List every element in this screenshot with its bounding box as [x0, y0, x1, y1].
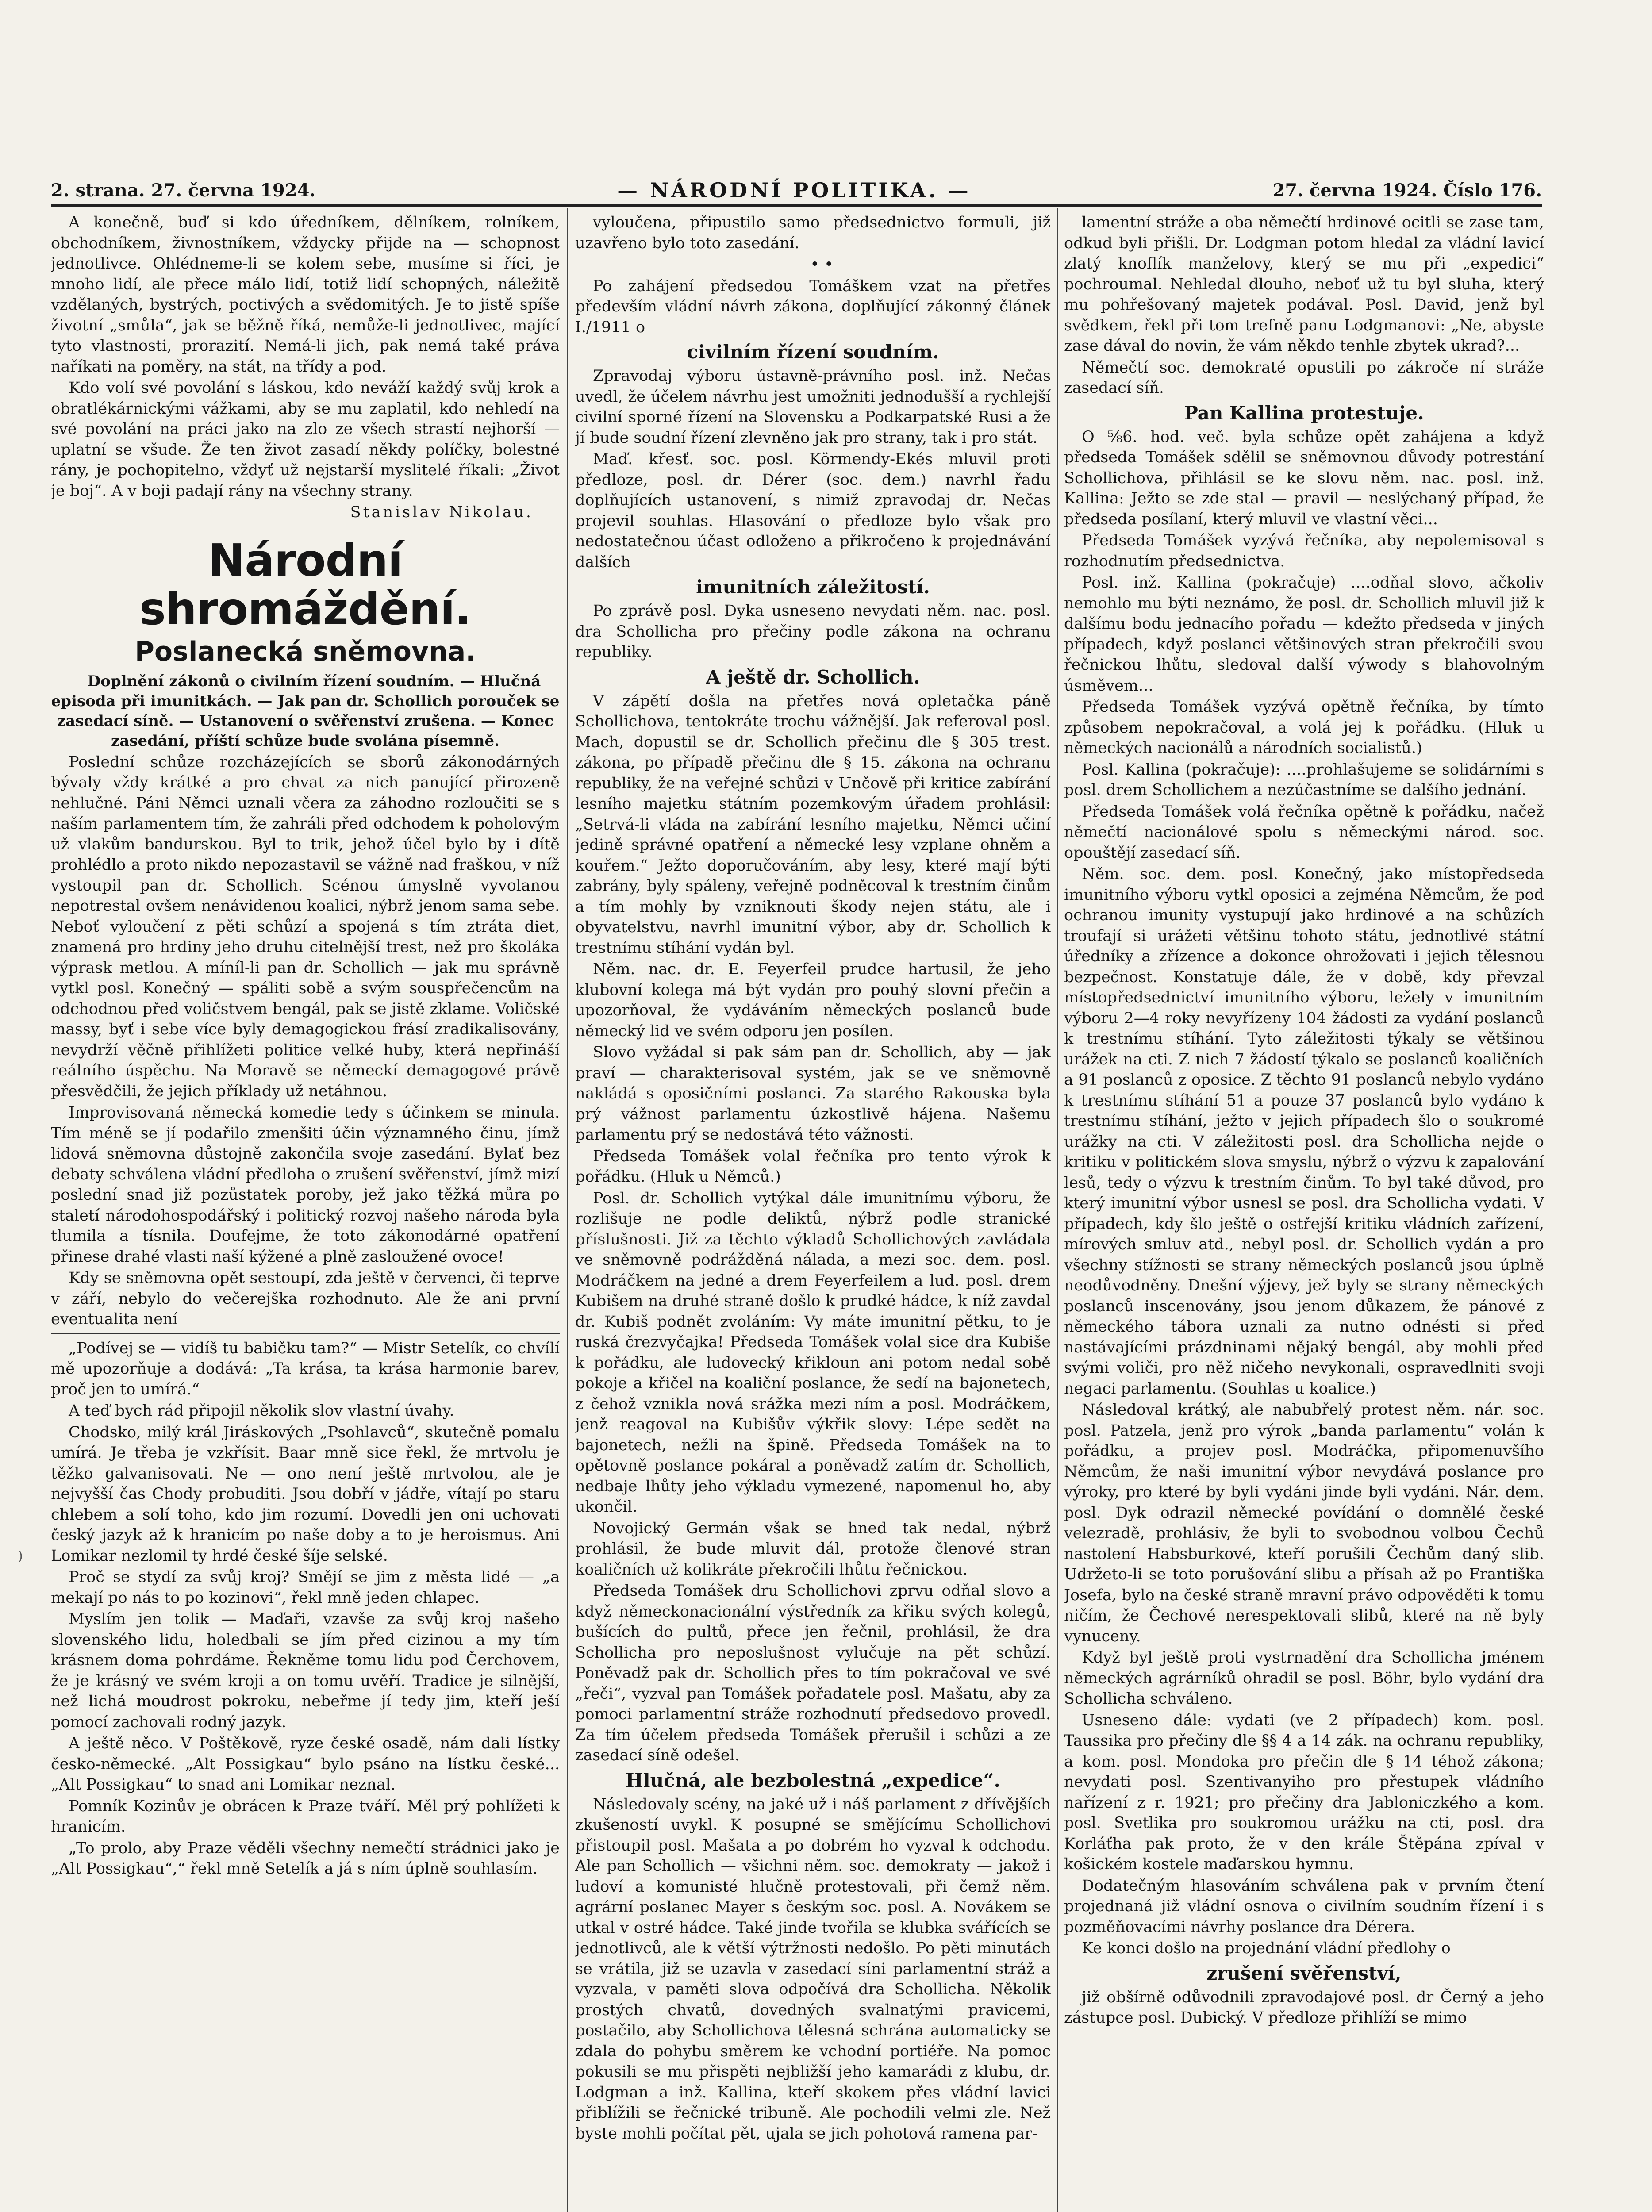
- header-rule: [51, 204, 1542, 207]
- masthead-title: — NÁRODNÍ POLITIKA. —: [617, 178, 971, 202]
- column-divider: [1057, 208, 1058, 2212]
- paragraph: Po zprávě posl. Dyka usneseno nevydati něm. nac. posl. dra Schollicha pro přečiny podle zákona na ochranu republiky.: [575, 602, 1051, 661]
- paragraph: Následovaly scény, na jaké už i náš parlament z dřívějších zkušeností uvykl. K posupné se smějícímu Schollichovi přistoupil posl. Mašata a po dobrém ho vyzval k odchodu. Ale pan Schollich — všichni něm. soc. demokraty — jakož i ludoví a komunisté hlučně protestovali, při čemž něm. agrární poslanec Mayer s českým soc. posl. A. Novákem se utkal v ostré hádce. Také jinde tvořila se klubka svářících se jednotlivců, ale k větší výtržnosti nedošlo. Po pěti minutách se vrátila, již se uzavla v zasedací síni parlamentní stráž a vyzvala, v paměti slova odpočívá dra Schollicha. Několik prostých chvatů, dovedných svalnatými pravicemi, postačilo, aby Schollichova tělesná schrána automaticky se zdala do pohybu směrem ke vchodní portiéře. Na pomoc pokusili se mu přispěti nejbližší jeho kamarádi z klubu, dr. Lodgman a inž. Kallina, kteří skokem přes vládní lavici přiblížili se řečnické tribuně. Ale pochodili velmi zle. Než byste mohli počítat pět, ujala se jich pohotová ramena par-: [575, 1795, 1051, 2143]
- paragraph: Novojický Germán však se hned tak nedal, nýbrž prohlásil, že bude mluvit dál, protože členové stran koaličních už kolikráte překročili lhůtu řečnickou.: [575, 1519, 1051, 1578]
- paragraph: Improvisovaná německá komedie tedy s účinkem se minula. Tím méně se jí podařilo zmenšiti účin významného činu, jímž lidová sněmovna důstojně zakončila svoje zasedání. Bylať bez debaty schválena vládní předloha o zrušení svěřenství, jímž mizí poslední snad již pozůstatek poroby, jež jako těžká můra po staletí národohospodářský i politický rozvoj našeho národa byla tlumila a tísnila. Doufejme, že toto zákonodárné opatření přinese drahé vlasti naší kýžené a plně zasloužené ovoce!: [51, 1104, 560, 1266]
- paragraph: Posl. dr. Schollich vytýkal dále imunitnímu výboru, že rozlišuje ne podle deliktů, nýbrž podle stranické příslušnosti. Již za těchto výkladů Schollichových zavládala ve sněmovně podrážděná nálada, a mezi soc. dem. posl. Modráčkem na jedné a drem Feyerfeilem a lud. posl. drem Kubišem na druhé straně došlo k prudké hádce, k níž zavdal dr. Kubiš podnět zvoláním: Vy máte imunitní pětku, to je ruská črezvyčajka! Předseda Tomášek volal sice dra Kubiše k pořádku, ale ludovecký křiklоun ani potom nedal sobě pokoje a křičel na koaliční poslance, že sedí na bajonetech, z čehož vznikla nová srážka mezi ním a posl. Modráčkem, jenž reagoval na Kubišův výkřik slovy: Lépe sedět na bajonetech, nežli na špině. Předseda Tomášek na to opětovně poslance pokáral a poněvadž zatím dr. Schollich, nedbaje lhůty jeho výkladu vymezené, napomenul ho, aby ukončil.: [575, 1189, 1051, 1516]
- paragraph: Posl. Kallina (pokračuje): ....prohlašujeme se solidárními s posl. drem Schollichem a nezúčastníme se dalšího jednání.: [1064, 760, 1544, 799]
- paragraph: Posl. inž. Kallina (pokračuje) ....odňal slovo, ačkoliv nemohlo mu býti neznámo, že posl. dr. Schollich mluvil již k dalšímu bodu jednacího pořadu — kdežto předseda v jiných případech, když poslanci většinových stran překročili svou řečnickou lhůtu, sledoval další výwody s blahovolným úsměvem...: [1064, 574, 1544, 695]
- column-2: [575, 212, 1051, 2212]
- paragraph: Předseda Tomášek vyzývá řečníka, aby nepolemisoval s rozhodnutím předsednictva.: [1064, 532, 1544, 570]
- paragraph: Dodatečným hlasováním schválena pak v prvním čtení projednaná již vládní osnova o civilním soudním řízení i s pozměňovacími návrhy poslance dra Dérera.: [1064, 1877, 1544, 1936]
- subheading: Hlučná, ale bezbolestná „expedice“.: [625, 1769, 1001, 1791]
- column-divider: [567, 208, 568, 2212]
- subheading: Pan Kallina protestuje.: [1184, 402, 1424, 424]
- paragraph: Něm. nac. dr. E. Feyerfeil prudce hartusil, že jeho klubovní kolega má být vydán pro pouhý slovní přečin a upozorňoval, že vydáváním německých poslanců bude německý lid ve svém odporu jen posílen.: [575, 960, 1051, 1040]
- paragraph: Předseda Tomášek volá řečníka opětně k pořádku, načež němečtí nacionálové spolu s německými národ. soc. opouštějí zasedací síň.: [1064, 803, 1544, 862]
- subheading: zrušení svěřenství,: [1206, 1962, 1402, 1984]
- paragraph: O ⅝6. hod. več. byla schůze opět zahájena a když předseda Tomášek sdělil se sněmovnou důvody potrestání Schollichova, přihlásil se ke slovu něm. nac. posl. inž. Kallina: Ježto se zde stal — pravil — neslýchaný případ, že předseda posílaní, který mluvil ve vlastní věci...: [1064, 428, 1544, 528]
- paragraph: Maď. křesť. soc. posl. Körmendy-Ekés mluvil proti předloze, posl. dr. Dérer (soc. dem.) navrhl řadu doplňujících ustanovení, s nimiž zpravodaj dr. Nečas projevil souhlas. Hlasování o předloze bylo však pro nedostatečnou účast odloženo a přikročeno k projednávání dalších: [575, 450, 1051, 571]
- section-subtitle: Poslanecká sněmovna.: [134, 636, 476, 667]
- paragraph: Předseda Tomášek dru Schollichovi zprvu odňal slovo a když německonacionální výstředník za křiku svých kolegů, bušících do pultů, přece jen řečnil, prohlásil, že dra Schollicha pro neposlušnost vylučuje na pět schůzí. Poněvadž pak dr. Schollich přes to tím pokračoval ve své „řeči“, vyzval pan Tomášek pořadatele posl. Mašatu, aby za pomoci parlamentní stráže rozhodnutí předsedovo provedl. Za tím účelem předseda Tomášek přerušil i schůzi a ze zasedací síně odešel.: [575, 1582, 1051, 1764]
- paragraph: Němečtí soc. demokraté opustili po zákroče ní stráže zasedací síň.: [1064, 358, 1544, 397]
- paragraph: A teď bych rád připojil několik slov vlastní úvahy.: [69, 1402, 454, 1420]
- paragraph: Něm. soc. dem. posl. Konečný, jako místopředseda imunitního výboru vytkl oposici a zejména Němcům, že pod ochranou imunity vystupují jako hrdinové a na schůzích troufají si urážeti většinu tohoto státu, jednotlivé státní úředníky a zřízence a dokonce ohrožovati i jejich tělesnou bezpečnost. Konstatuje dále, že v době, kdy převzal místopředsednictví imunitního výboru, ležely v imunitním výboru 2—4 roky nevyřízeny 104 žádosti za vydání poslanců k trestnímu stíhání. Tyto záležitosti týkaly se většinou urážek na cti. Z nich 7 žádostí týkalo se poslanců koaličních a 91 poslanců z oposice. Z těchto 91 poslanců nebylo vydáno k trestnímu stíhání 51 a pouze 37 poslanců bylo vydáno k trestnímu stíhání, ježto v jejich případech šlo o soukromé urážky na cti. V záležitosti posl. dra Schollicha nejde o kritiku v politickém slova smyslu, nýbrž o výzvu k zapalování lesů, tedy o výzvu k trestním činům. To byl také důvod, pro který imunitní výbor usnesl se posl. dra Schollicha vydati. V případech, kdy šlo ještě o ostřejší kritiku vládních zařízení, mírových smluv atd., nebyl posl. dr. Schollich vydán a pro všechny stížnosti se strany německých poslanců jsou úplně neodůvodněny. Dnešní výjevy, jež byly se strany německých poslanců inscenovány, jsou jenom důkazem, že pánové z německého tábora uznali za nutno odnésti si před nastávajícími prázdninami nějaký bengál, aby mohli před svými voliči, pro něž ničeho nevykonali, ospravedlniti svoji negaci parlamentu. (Souhlas u koalice.): [1064, 865, 1544, 1398]
- paragraph: Slovo vyžádal si pak sám pan dr. Schollich, aby — jak praví — charakterisoval systém, jak se ve sněmovně nakládá s oposičními poslanci. Za starého Rakouska byla prý vážnost parlamentu úzkostlivě hájena. Našemu parlamentu prý se nedostává této vážnosti.: [575, 1044, 1051, 1144]
- paragraph: Následoval krátký, ale nabubřelý protest něm. nár. soc. posl. Patzela, jenž pro výrok „banda parlamentu“ volán k pořádku, a projev posl. Modráčka, připomenuvšího Němcům, že naši imunitní výbor nevydává poslance pro výroky, pro které by byli vydáni jinde byli vydáni. Nár. dem. posl. Dyk odrazil německé povídání o domnělé české velezradě, prohlásiv, že byli to svobodnou volbou Čechů nastolení Habsburkové, kteří porušili Čechům daný slib. Udržeto-li se toto porušování slibu a přísah až po Františka Josefa, bylo na české straně mravní právo odpověděti k tomu ničím, že Čechové nerespektovali slibů, které na ně byly vynuceny.: [1064, 1401, 1544, 1645]
- subheading: civilním řízení soudním.: [687, 341, 939, 363]
- paragraph: A konečně, buď si kdo úředníkem, dělníkem, rolníkem, obchodníkem, živnostníkem, vždycky přijde na — schopnost jednotlivce. Ohlédneme-li se kolem sebe, musíme si říci, je mnoho lidí, ale přece málo lidí, totiž lidí schopných, náležitě vzdělaných, bystrých, poctivých a svědomitých. Je to jistě spíše životní „smůla“, jak se běžně říká, nemůže-li jednotlivec, mající tyto vlastnosti, prorazití. Nemá-li jich, pak nemá také práva naříkati na poměry, na stát, na třídy a pod.: [51, 214, 560, 376]
- paragraph: Myslím jen tolik — Maďaři, vzavše za svůj kroj našeho slovenského lidu, holedbali se jím před cizinou a my tím krásnem doma pohrdáme. Řekněme tomu lidu pod Čerchovem, že je krásný ve svém kroji a on tomu uvěří. Tradice je silnější, než lichá moudrost pokroku, nebeřme jí tedy jim, kteří ješí pomocí zachovali rodný jazyk.: [51, 1610, 560, 1731]
- paragraph: Kdo volí své povolání s láskou, kdo neváží každý svůj krok a obratlékárnickými vážkami, aby se mu zaplatil, kdo nehledí na své povolání na práci jako na zlo ze všech strastí nejhorší — uplatní se všude. Že ten život zasadí někdy políčky, bolestné rány, je pochopitelno, vždyť už nejstarší myslitelé říkali: „Život je boj“. A v boji padají rány na všechny strany.: [51, 379, 560, 500]
- paragraph: lamentní stráže a oba němečtí hrdinové ocitli se zase tam, odkud byli přišli. Dr. Lodgman potom hledal za vládní lavicí zlatý knoflík manželovy, který se mu při „expedici“ pochroumal. Nehledal dlouho, neboť už tu byl sluha, který mu pohřešovaný majetek podával. Posl. David, jenž byl svědkem, řekl při tom trefně panu Lodgmanovi: „Ne, abyste zase dával do novin, že vám někdo tenhle zbytek ukrad?...: [1064, 214, 1544, 355]
- paragraph: Usneseno dále: vydati (ve 2 případech) kom. posl. Taussika pro přečiny dle §§ 4 a 14 zák. na ochranu republiky, a kom. posl. Mondoka pro přečin dle § 14 téhož zákona; nevydati posl. Szentivanyiho pro přestupek vládního nařízení z r. 1921; pro přečiny dra Jabloniczkého a kom. posl. Svetlika pro soukromou urážku na cti, posl. dra Korláťha pak proto, že v den krále Štěpána zpíval v košickém kostele maďarskou hymnu.: [1064, 1711, 1544, 1873]
- header-right: 27. června 1924. Číslo 176.: [1272, 180, 1542, 201]
- paragraph: Když byl ještě proti vystrnadění dra Schollicha jménem německých agrárníků ohradil se posl. Böhr, bylo vydání dra Schollicha schváleno.: [1064, 1649, 1544, 1708]
- paragraph: Zpravodaj výboru ústavně-právního posl. inž. Nečas uvedl, že účelem návrhu jest umožniti jednodušší a rychlejší civilní sporné řízení na Slovensku a Podkarpatské Rusi a že jí bude soudní řízení zlevněno jak pro strany, tak i pro stát.: [575, 367, 1051, 447]
- subheading: A ještě dr. Schollich.: [706, 666, 920, 688]
- paragraph: A ještě něco. V Poštěkově, ryze české osadě, nám dali lístky česko-německé. „Alt Possigkau“ bylo psáno na lístku české... „Alt Possigkau“ to snad ani Lomikar neznal.: [51, 1735, 560, 1793]
- paragraph: Po zahájení předsedou Tomáškem vzat na přetřes především vládní návrh zákona, doplňující zákonný článek I./1911 o: [575, 277, 1051, 336]
- header-left: 2. strana. 27. června 1924.: [51, 180, 316, 201]
- paragraph: Předseda Tomášek volal řečníka pro tento výrok k pořádku. (Hluk u Němců.): [575, 1147, 1051, 1186]
- article-lead: Doplnění zákonů o civilním řízení soudním. — Hlučná episoda při imunitkách. — Jak pan dr. Schollich porouček se zasedací síně. — Ustanovení o svěřenství zrušena. — Konec zasedání, příští schůze bude svolána písemně.: [51, 672, 560, 750]
- margin-mark: ): [18, 1548, 23, 1564]
- paragraph: již obšírně odůvodnili zpravodajové posl. dr Černý a jeho zástupce posl. Dubický. V předloze přihlíží se mimo: [1064, 1988, 1544, 2027]
- section-title: Národní shromáždění.: [139, 534, 471, 635]
- subheading: imunitních záležitostí.: [696, 576, 930, 598]
- paragraph: Předseda Tomášek vyzývá opětně řečníka, by tímto způsobem nepokračoval, a volá jej k pořádku. (Hluk u německých nacionálů a národních socialistů.): [1064, 698, 1544, 757]
- paragraph: V zápětí došla na přetřes nová opletačka páně Schollichova, tentokráte trochu vážnější. Jak referoval posl. Mach, dopustil se dr. Schollich přečinu dle § 305 trest. zákona, po případě přečinu dle § 15. zákona na ochranu republiky, že na veřejné schůzi v Unčově při kritice zabírání lesního majetku státním pozemkovým úřadem prohlásil: „Setrvá-li vláda na zabírání lesního majetku, Němci učiní jedině správné opatření a německé lesy vzplane ohněm a kouřem.“ Ježto doporučováním, aby lesy, které mají býti zabrány, byly spáleny, veřejně podněcoval k trestním činům a tím mohly by vzniknouti škody nejen státu, ale i obyvatelstvu, navrhl imunitní výbor, aby dr. Schollich k trestnímu stíhání vydán byl.: [575, 692, 1051, 957]
- page-header: [51, 177, 1542, 204]
- paragraph: Proč se stydí za svůj kroj? Smějí se jim z města lidé — „a mekají po nás to po kozinovi“, řekl mně jeden chlapec.: [51, 1568, 560, 1607]
- feuilleton-divider: [51, 1333, 560, 1334]
- paragraph: vyloučena, připustilo samo předsednictvo formuli, již uzavřeno bylo toto zasedání.: [575, 214, 1051, 252]
- paragraph: Pomník Kozinův je obrácen k Praze tváří. Měl prý pohlížeti k hranicím.: [51, 1797, 560, 1836]
- separator-dots: • •: [810, 256, 834, 273]
- paragraph: Kdy se sněmovna opět sestoupí, zda ještě v červenci, či teprve v září, nebylo do večerejška rozhodnuto. Ale že ani první eventualita není: [51, 1269, 560, 1328]
- author-signature: Stanislav Nikolau.: [350, 503, 533, 521]
- paragraph: „To prolo, aby Praze věděli všechny nemečtí strádnici jako je „Alt Possigkau“,“ řekl mně Setelík a já s ním úplně souhlasím.: [51, 1839, 560, 1878]
- column-1: [51, 212, 560, 2212]
- paragraph: Poslední schůze rozcházejících se sborů zákonodárných bývaly vždy krátké a pro chvat za nich panující přirozeně nehlučné. Páni Němci uznali včera za záhodno rozloučiti se s naším parlamentem tím, že zahráli před odchodem k poholovým už vlakům bandurskou. Byl to trik, jehož účel bylo by i dítě prohlédlo a proto nikdo nepozastavil se vážně nad fraškou, v níž vystoupil pan dr. Schollich. Scénou úmyslně vyvolanou nepotrestal ovšem nenávidenou koalici, nýbrž jenom sama sebe. Neboť vyloučení z pěti schůzí a spojená s tím ztráta diet, znamená pro hrdiny jeho druhu citelnější trest, než pro školáka výprask metlou. A míníl-li pan dr. Schollich — jak mu správně vytkl posl. Konečný — spáliti sobě a svým souspřečencům na odchodnou před voličstvem bengál, pak se jistě zklame. Voličské massy, byť i sebe více byly demagogickou frásí zradikalisovány, nevydrží věčně přihlížeti politice velké huby, která nepřináší reálního úspěchu. Na Moravě se německí demagogové právě přesvědčili, že jejich příklady už netáhnou.: [51, 753, 560, 1100]
- paragraph: „Podívej se — vidíš tu babičku tam?“ — Mistr Setelík, co chvílí mě upozorňuje a dodává: „Ta krása, ta krása harmonie barev, proč jen to umírá.“: [51, 1339, 560, 1398]
- paragraph: Ke konci došlo na projednání vládní předlohy o: [1082, 1939, 1451, 1957]
- paragraph: Chodsko, milý král Jiráskových „Psohlavců“, skutečně pomalu umírá. Je třeba je vzkřísit. Baar mně sice řekl, že mrtvolu je těžko galvanisovati. Ne — ono není ještě mrtvolou, ale je nejvyšší čas Chody probuditi. Jsou dobří v jádře, vítají po staru chlebem a solí toho, kdo jim rozumí. Dovedli jen oni uchovati český jazyk až k hranicím po naše doby a to je heroismus. Ani Lomikar nezlomil ty hrdé české šíje selské.: [51, 1423, 560, 1565]
- column-3: [1064, 212, 1544, 2212]
